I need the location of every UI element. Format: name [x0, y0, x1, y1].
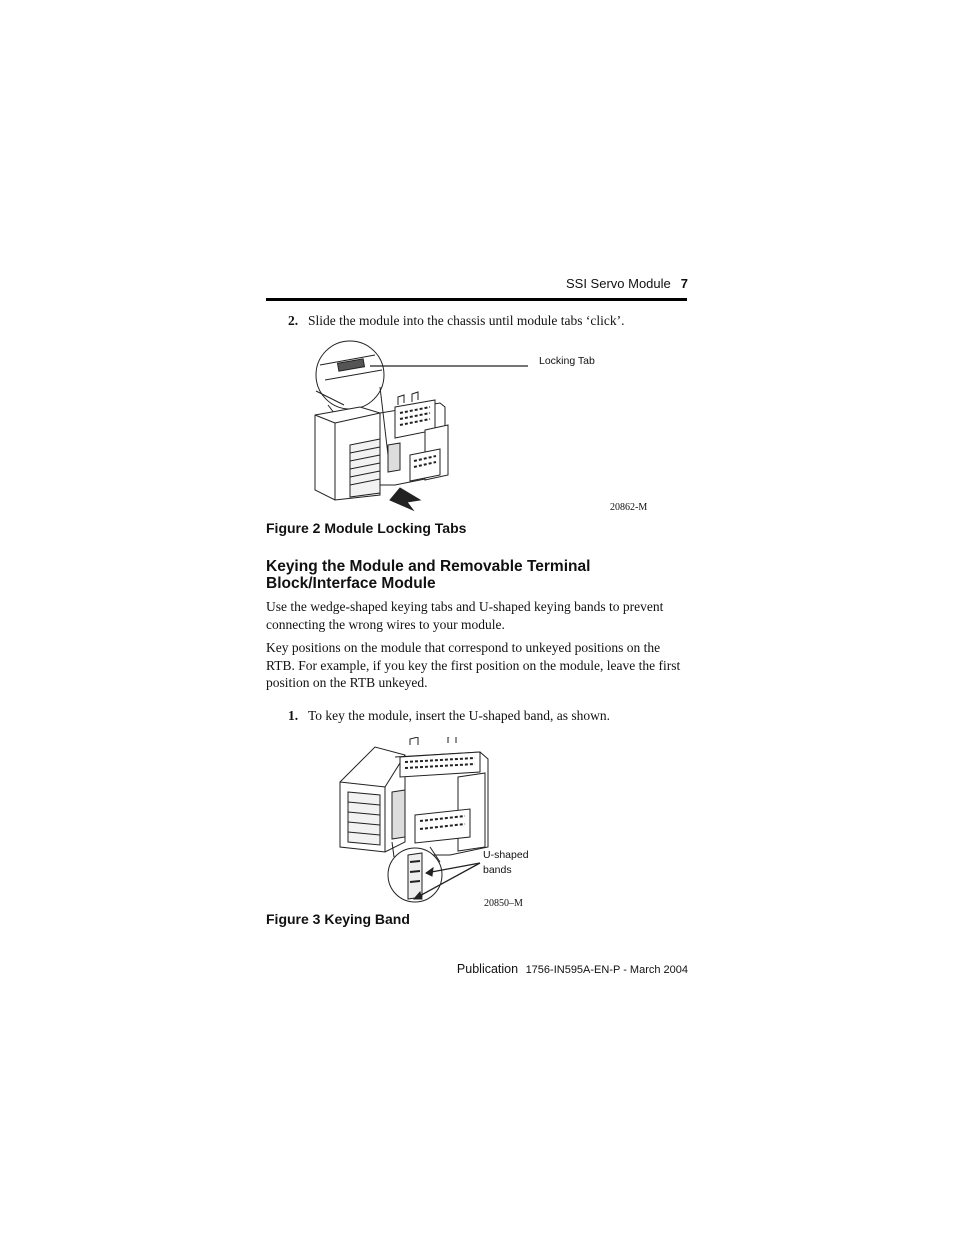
figure3-id: 20850–M — [484, 898, 523, 909]
section-heading: Keying the Module and Removable Terminal Block/Interface Module — [266, 558, 591, 592]
footer-label: Publication — [456, 962, 519, 976]
step-key-module — [288, 708, 610, 724]
running-header-title: SSI Servo Module — [565, 276, 671, 291]
paragraph-key-positions: Key positions on the module that correspond to unkeyed positions on the RTB. For example, if you key the first position on the module, leave the first position on the RTB unkeyed. — [266, 640, 681, 690]
header-rule — [266, 298, 687, 301]
locking-tab-label: Locking Tab — [539, 355, 595, 367]
step-number: 1. — [288, 708, 299, 723]
figure3-caption: Figure 3 Keying Band — [266, 911, 410, 927]
step-text: To key the module, insert the U-shaped band, as shown. — [308, 708, 610, 723]
footer — [457, 962, 688, 976]
publication-id: 1756-IN595A-EN-P - March 2004 — [525, 964, 688, 976]
step-slide-module — [288, 313, 624, 329]
page-number: 7 — [680, 276, 688, 291]
keying-band-illustration — [330, 737, 540, 912]
step-text: Slide the module into the chassis until module tabs ‘click’. — [308, 313, 625, 328]
u-shaped-bands-label-line2: bands — [483, 864, 512, 876]
step-number: 2. — [288, 313, 299, 328]
u-shaped-bands-label-line1: U-shaped — [483, 849, 529, 861]
figure2-id: 20862-M — [610, 502, 648, 513]
figure2-caption: Figure 2 Module Locking Tabs — [266, 520, 467, 536]
running-header — [566, 276, 688, 291]
module-locking-tabs-illustration — [300, 335, 660, 520]
paragraph-keying-tabs: Use the wedge-shaped keying tabs and U-shaped keying bands to prevent connecting the wrong wires to your module. — [266, 599, 664, 632]
